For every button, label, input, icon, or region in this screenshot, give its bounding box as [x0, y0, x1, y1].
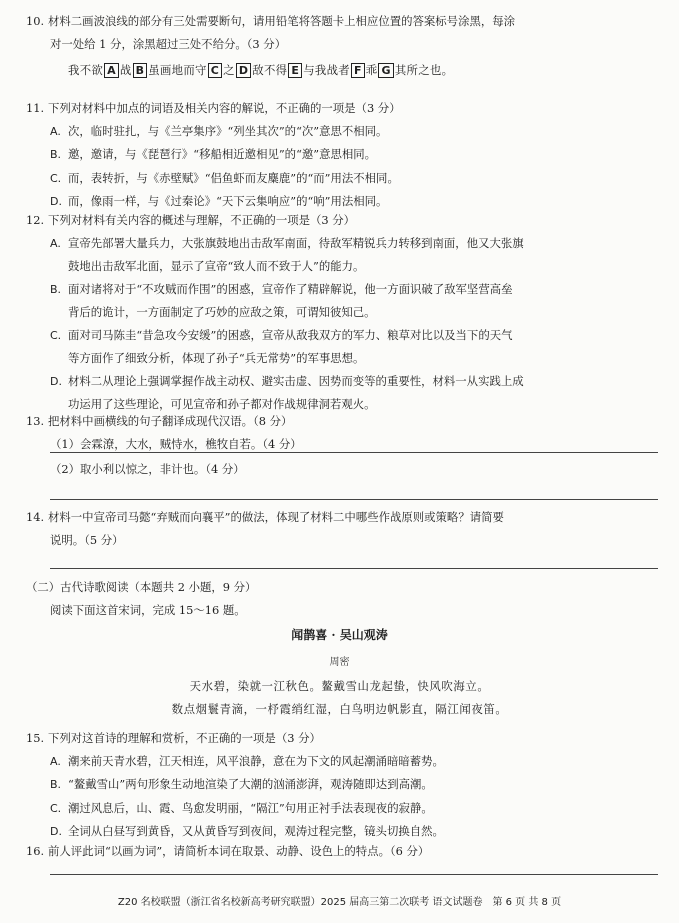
- break-box-g[interactable]: G: [378, 63, 393, 78]
- subquestion-1: （1）会霖潦，大水，贼恃水，樵牧自若。（4 分）: [50, 436, 302, 451]
- option-b[interactable]: B. “鳌戴雪山”两句形象生动地渲染了大潮的汹涌澎湃，观涛随即达到高潮。: [50, 777, 433, 791]
- question-number: 14.: [26, 510, 45, 524]
- option-b[interactable]: B. 面对诸将对于“不攻贼而作围”的困惑，宣帝作了精辟解说，他一方面识破了敌军坚营高垒: [50, 281, 513, 296]
- subquestion-2: （2）取小利以惊之，非计也。（4 分）: [50, 462, 245, 476]
- section-heading: （二）古代诗歌阅读（本题共 2 小题，9 分）: [26, 580, 257, 594]
- option-a[interactable]: A. 次，临时驻扎，与《兰亭集序》“列坐其次”的“次”意思不相同。: [50, 123, 388, 138]
- page-footer: Z20 名校联盟（浙江省名校新高考研究联盟）2025 届高三第二次联考 语文试题卷 第 6 页 共 8 页: [117, 897, 562, 908]
- sentence-break-row: [68, 62, 453, 78]
- break-box-d[interactable]: D: [236, 63, 251, 78]
- question-stem-cont: 对一处给 1 分，涂黑超过三处不给分。（3 分）: [50, 36, 287, 51]
- question-number: 12.: [26, 213, 45, 227]
- option-c-cont: 等方面作了细致分析，体现了孙子“兵无常势”的军事思想。: [68, 351, 365, 365]
- break-box-b[interactable]: B: [133, 63, 148, 78]
- poem-title: 闻鹊喜 · 吴山观涛: [291, 628, 388, 642]
- question-number: 15.: [26, 731, 45, 745]
- question-13-part-2: [26, 458, 658, 481]
- question-stem: 下列对材料中加点的词语及相关内容的解说，不正确的一项是（3 分）: [48, 101, 401, 115]
- answer-line[interactable]: [50, 499, 658, 500]
- option-a-cont: 鼓地出击敌军北面，显示了宣帝“致人而不致于人”的能力。: [68, 259, 365, 273]
- question-11: [26, 97, 658, 214]
- poem-line-2: 数点烟鬟青滴，一杼霞绡红湿，白鸟明边帆影直，隔江闻夜笛。: [171, 702, 508, 716]
- segment: 战: [119, 63, 132, 77]
- option-c[interactable]: C. 潮过风息后，山、霞、鸟愈发明丽，“隔江”句用正衬手法表现夜的寂静。: [50, 800, 433, 815]
- question-12: [26, 209, 658, 416]
- break-box-c[interactable]: C: [208, 63, 222, 78]
- option-a[interactable]: A. 宣帝先部署大量兵力，大张旗鼓地出击敌军南面，待敌军精锐兵力转移到南面，他又大张旗: [50, 235, 524, 250]
- question-16: [26, 840, 658, 863]
- option-b[interactable]: B. 邀，邀请，与《琵琶行》“移船相近邀相见”的“邀”意思相同。: [50, 147, 377, 161]
- break-box-f[interactable]: F: [351, 63, 365, 78]
- question-14: [26, 506, 658, 551]
- answer-line[interactable]: [50, 568, 658, 569]
- segment: 与我战者: [303, 63, 350, 77]
- break-box-e[interactable]: E: [288, 63, 302, 78]
- segment: 乖: [365, 63, 378, 77]
- segment: 我不欲: [68, 63, 104, 77]
- question-13: [26, 410, 658, 455]
- question-number: 11.: [26, 101, 45, 115]
- question-stem: 前人评此词“以画为词”，请简析本词在取景、动静、设色上的特点。（6 分）: [48, 844, 430, 858]
- option-a[interactable]: A. 潮来前天青水碧，江天相连，风平浪静，意在为下文的风起潮涌暗暗蓄势。: [50, 753, 444, 768]
- option-c[interactable]: C. 面对司马陈圭“昔急攻今安缓”的困惑，宣帝从敌我双方的军力、粮草对比以及当下的天气: [50, 327, 513, 342]
- option-d[interactable]: D. 而，像雨一样，与《过秦论》“天下云集响应”的“响”用法相同。: [50, 194, 388, 208]
- question-stem: 下列对这首诗的理解和赏析，不正确的一项是（3 分）: [48, 731, 321, 745]
- question-15: [26, 727, 658, 844]
- option-d[interactable]: D. 全词从白昼写到黄昏，又从黄昏写到夜间，观涛过程完整，镜头切换自然。: [50, 824, 444, 838]
- question-number: 16.: [26, 844, 45, 858]
- question-stem: 把材料中画横线的句子翻译成现代汉语。（8 分）: [48, 414, 293, 428]
- question-10: [26, 10, 658, 55]
- segment: 之: [223, 63, 235, 77]
- question-stem: 材料二画波浪线的部分有三处需要断句，请用铅笔将答题卡上相应位置的答案标号涂黑，每涂: [48, 14, 516, 28]
- option-d[interactable]: D. 材料二从理论上强调掌握作战主动权、避实击虚、因势而变等的重要性，材料一从实践上成: [50, 373, 524, 388]
- option-d-cont: 功运用了这些理论，可见宣帝和孙子都对作战规律洞若观火。: [68, 397, 376, 411]
- answer-line[interactable]: [50, 874, 658, 875]
- question-stem: 下列对材料有关内容的概述与理解，不正确的一项是（3 分）: [48, 213, 356, 227]
- question-number: 10.: [26, 14, 45, 28]
- question-stem: 材料一中宣帝司马懿“弃贼而向襄平”的做法，体现了材料二中哪些作战原则或策略？请简要: [48, 510, 504, 524]
- break-box-a[interactable]: A: [104, 63, 119, 78]
- question-number: 13.: [26, 414, 45, 428]
- option-b-cont: 背后的诡计，一方面制定了巧妙的应敌之策，可谓知彼知己。: [68, 305, 376, 319]
- segment: 虽画地而守: [148, 63, 207, 77]
- option-c[interactable]: C. 而，表转折，与《赤壁赋》“侣鱼虾而友麋鹿”的“而”用法不相同。: [50, 170, 399, 185]
- section-two: [26, 576, 658, 621]
- section-instruction: 阅读下面这首宋词，完成 15～16 题。: [50, 602, 246, 617]
- poem-line-1: 天水碧，染就一江秋色。鳌戴雪山龙起蛰，快风吹海立。: [189, 679, 490, 693]
- answer-line[interactable]: [50, 452, 658, 453]
- segment: 其所之也。: [394, 63, 454, 77]
- poem-author: 周密: [329, 657, 350, 668]
- segment: 敌不得: [252, 63, 288, 77]
- question-stem-cont: 说明。（5 分）: [50, 532, 124, 547]
